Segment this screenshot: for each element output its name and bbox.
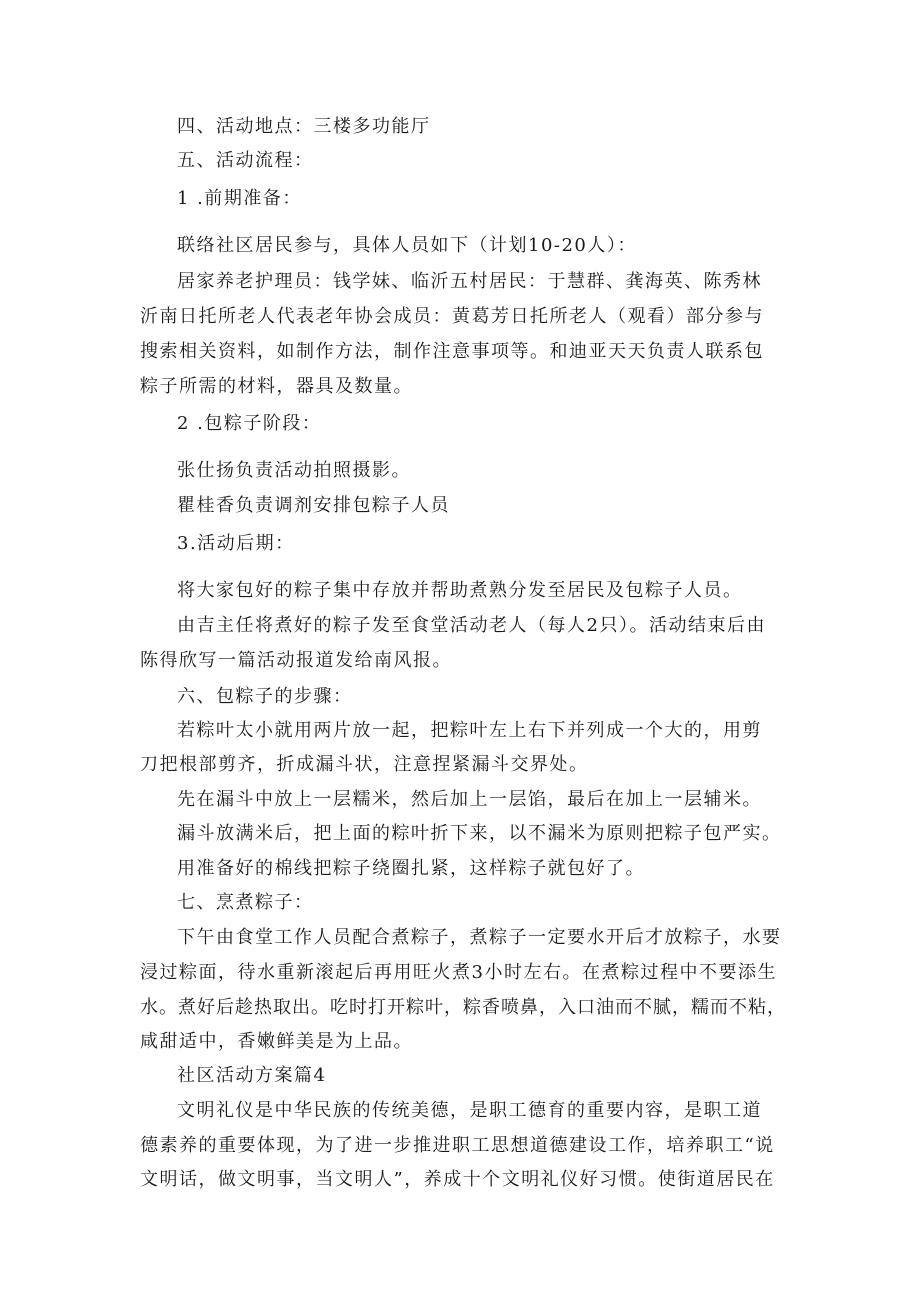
text-line: 五、活动流程： [177,150,314,171]
text-line: 瞿桂香负责调剂安排包粽子人员 [177,495,450,516]
text-line: 居家养老护理员：钱学妹、临沂五村居民：于慧群、龚海英、陈秀林 [177,271,762,292]
text-line: 张仕扬负责活动拍照摄影。 [177,460,411,481]
text-line: 咸甜适中，香嫩鲜美是为上品。 [140,1031,413,1052]
text-line: 用准备好的棉线把粽子绕圈扎紧，这样粽子就包好了。 [177,858,645,879]
text-line: 若粽叶太小就用两片放一起，把粽叶左上右下并列成一个大的，用剪 [177,720,762,741]
text-line: 水。煮好后趁热取出。吃时打开粽叶，粽香喷鼻，入口油而不腻，糯而不粘， [140,997,786,1018]
text-line: 下午由食堂工作人员配合煮粽子，煮粽子一定要水开后才放粽子，水要 [177,927,782,948]
text-line: 2 .包粽子阶段： [177,413,322,434]
text-line: 四、活动地点：三楼多功能厅 [177,116,431,137]
text-line: 联络社区居民参与，具体人员如下（计划10-20人）： [177,235,637,256]
text-line: 1 .前期准备： [177,188,302,209]
text-line: 由吉主任将煮好的粽子发至食堂活动老人（每人2只）。活动结束后由 [177,615,766,636]
section-heading: 社区活动方案篇4 [177,1065,327,1086]
text-line: 浸过粽面，待水重新滚起后再用旺火煮3小时左右。在煮粽过程中不要添生 [140,962,777,983]
text-line: 刀把根部剪齐，折成漏斗状，注意捏紧漏斗交界处。 [140,754,589,775]
text-line: 先在漏斗中放上一层糯米，然后加上一层馅，最后在加上一层辅米。 [177,789,762,810]
text-line: 3.活动后期： [177,533,295,554]
text-line: 漏斗放满米后，把上面的粽叶折下来，以不漏米为原则把粽子包严实。 [177,823,782,844]
text-line: 陈得欣写一篇活动报道发给南风报。 [140,650,452,671]
text-line: 德素养的重要体现，为了进一步推进职工思想道德建设工作，培养职工“说 [140,1135,775,1156]
text-line: 文明礼仪是中华民族的传统美德，是职工德育的重要内容，是职工道 [177,1100,762,1121]
text-line: 六、包粽子的步骤： [177,686,353,707]
text-line: 文明话，做文明事，当文明人”，养成十个文明礼仪好习惯。使街道居民在 [140,1169,775,1190]
text-line: 沂南日托所老人代表老年协会成员：黄葛芳日托所老人（观看）部分参与 [140,306,764,327]
text-line: 将大家包好的粽子集中存放并帮助煮熟分发至居民及包粽子人员。 [177,580,743,601]
text-line: 搜索相关资料，如制作方法，制作注意事项等。和迪亚天天负责人联系包 [140,341,764,362]
text-line: 粽子所需的材料，器具及数量。 [140,376,413,397]
text-line: 七、烹煮粽子： [177,892,314,913]
